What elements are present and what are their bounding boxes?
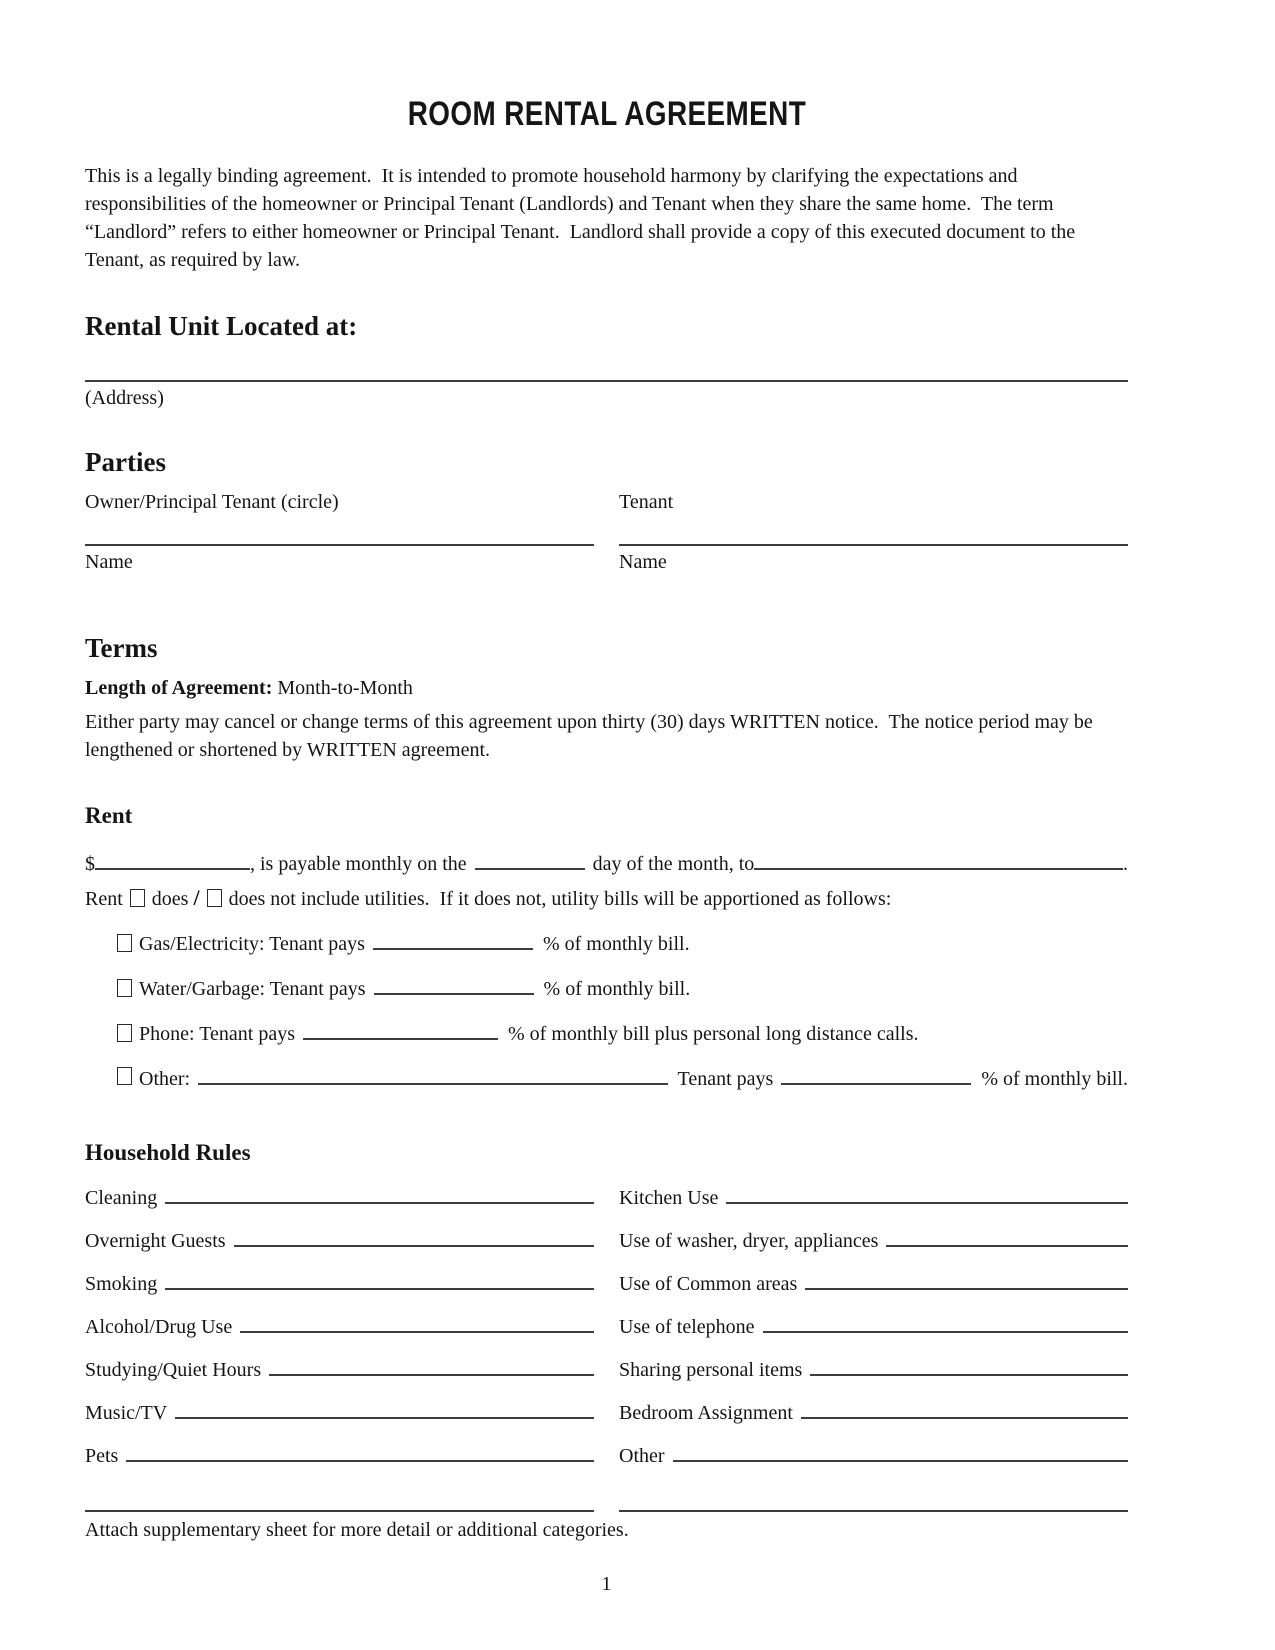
utility-row-water-garbage (85, 975, 1128, 1003)
music-tv-blank[interactable] (175, 1405, 594, 1419)
does-checkbox[interactable] (130, 889, 145, 907)
telephone-label: Use of telephone (619, 1316, 755, 1338)
does-not-checkbox[interactable] (207, 889, 222, 907)
does-not-label: does not include utilities. If it does not, utility bills will be apportioned as follows: (228, 888, 892, 910)
music-tv-label: Music/TV (85, 1402, 168, 1424)
tenant-name-label: Name (619, 551, 667, 573)
section-heading-terms: Terms (85, 633, 158, 663)
page-title: ROOM RENTAL AGREEMENT (407, 95, 806, 133)
water-garbage-checkbox[interactable] (117, 979, 132, 997)
rent-payable-line (85, 850, 1128, 878)
kitchen-use-label: Kitchen Use (619, 1187, 719, 1209)
pets-label: Pets (85, 1445, 119, 1467)
phone-suffix: % of monthly bill plus personal long distance calls. (508, 1023, 919, 1045)
address-blank-line[interactable] (85, 380, 1128, 382)
sharing-personal-items-blank[interactable] (810, 1362, 1128, 1376)
other-description-blank[interactable] (198, 1071, 667, 1085)
alcohol-drug-use-blank[interactable] (240, 1319, 594, 1333)
other-percent-blank[interactable] (781, 1071, 971, 1085)
length-of-agreement-value: Month-to-Month (277, 677, 413, 699)
rent-utilities-line (85, 884, 1128, 913)
rule-row-washer-dryer-appliances (619, 1227, 1128, 1255)
section-heading-parties: Parties (85, 447, 166, 477)
overnight-guests-blank[interactable] (234, 1233, 594, 1247)
does-label: does (151, 888, 189, 910)
other-rule-label: Other (619, 1445, 665, 1467)
washer-dryer-appliances-label: Use of washer, dryer, appliances (619, 1230, 879, 1252)
notice-paragraph: Either party may cancel or change terms of this agreement upon thirty (30) days WRITTEN notice. The notice period may be lengthened or shortened by WRITTEN agreement. (85, 711, 1098, 761)
rule-row-music-tv (85, 1399, 594, 1427)
gas-electricity-suffix: % of monthly bill. (542, 933, 690, 955)
utility-row-phone (85, 1020, 1128, 1048)
slash-separator: / (193, 885, 200, 910)
common-areas-label: Use of Common areas (619, 1273, 798, 1295)
rule-row-alcohol-drug-use (85, 1313, 594, 1341)
gas-electricity-percent-blank[interactable] (373, 936, 533, 950)
other-tenant-pays-text: Tenant pays (677, 1068, 774, 1090)
water-garbage-suffix: % of monthly bill. (543, 978, 691, 1000)
rent-amount-blank[interactable] (95, 856, 250, 870)
rule-row-cleaning (85, 1184, 594, 1212)
intro-paragraph: This is a legally binding agreement. It is intended to promote household harmony by clarifying the expectations and responsibilities of the homeowner or Principal Tenant (Landlords) and Tenant when they share the same home. The term “Landlord” refers to either homeowner or Principal Tenant. Landlord shall provide a copy of this executed document to the Tenant, as required by law. (85, 165, 1080, 271)
phone-label: Phone: Tenant pays (139, 1023, 295, 1045)
common-areas-blank[interactable] (805, 1276, 1128, 1290)
cleaning-label: Cleaning (85, 1187, 158, 1209)
payable-text: , is payable monthly on the (250, 853, 467, 875)
sharing-personal-items-label: Sharing personal items (619, 1359, 803, 1381)
period-text: . (1123, 853, 1128, 875)
tenant-name-blank-line[interactable] (619, 544, 1128, 546)
dollar-sign: $ (85, 853, 95, 875)
section-heading-rent: Rent (85, 803, 133, 828)
day-of-month-text: day of the month, to (592, 853, 755, 875)
studying-quiet-hours-label: Studying/Quiet Hours (85, 1359, 262, 1381)
studying-quiet-hours-blank[interactable] (269, 1362, 594, 1376)
phone-checkbox[interactable] (117, 1024, 132, 1042)
rent-prefix-text: Rent (85, 888, 123, 910)
other-suffix: % of monthly bill. (981, 1068, 1128, 1090)
phone-percent-blank[interactable] (303, 1026, 498, 1040)
section-heading-rental-unit: Rental Unit Located at: (85, 311, 358, 341)
gas-electricity-checkbox[interactable] (117, 934, 132, 952)
cleaning-blank[interactable] (165, 1190, 594, 1204)
smoking-blank[interactable] (165, 1276, 594, 1290)
rule-row-common-areas (619, 1270, 1128, 1298)
pets-blank[interactable] (126, 1448, 594, 1462)
utility-row-other (85, 1065, 1128, 1093)
washer-dryer-appliances-blank[interactable] (886, 1233, 1128, 1247)
smoking-label: Smoking (85, 1273, 158, 1295)
other-checkbox[interactable] (117, 1067, 132, 1085)
gas-electricity-label: Gas/Electricity: Tenant pays (139, 933, 365, 955)
page-number: 1 (601, 1573, 612, 1595)
tenant-label: Tenant (619, 491, 674, 513)
attach-note: Attach supplementary sheet for more detail or additional categories. (85, 1519, 629, 1541)
extra-right-blank-line[interactable] (619, 1510, 1128, 1512)
bedroom-assignment-label: Bedroom Assignment (619, 1402, 793, 1424)
owner-principal-tenant-label: Owner/Principal Tenant (circle) (85, 491, 339, 513)
alcohol-drug-use-label: Alcohol/Drug Use (85, 1316, 233, 1338)
kitchen-use-blank[interactable] (726, 1190, 1128, 1204)
length-of-agreement-line (85, 674, 1128, 702)
rule-row-sharing-personal-items (619, 1356, 1128, 1384)
rule-row-overnight-guests (85, 1227, 594, 1255)
rent-payee-blank[interactable] (754, 856, 1123, 870)
other-rule-blank[interactable] (673, 1448, 1128, 1462)
other-label: Other: (139, 1068, 191, 1090)
extra-left-blank-line[interactable] (85, 1510, 594, 1512)
rule-row-bedroom-assignment (619, 1399, 1128, 1427)
telephone-blank[interactable] (763, 1319, 1128, 1333)
household-rules-right-column (619, 1169, 1128, 1470)
rule-row-other (619, 1442, 1128, 1470)
length-of-agreement-label: Length of Agreement: (85, 677, 273, 699)
rule-row-kitchen-use (619, 1184, 1128, 1212)
rule-row-pets (85, 1442, 594, 1470)
bedroom-assignment-blank[interactable] (801, 1405, 1128, 1419)
utility-row-gas-electricity (85, 930, 1128, 958)
owner-name-blank-line[interactable] (85, 544, 594, 546)
overnight-guests-label: Overnight Guests (85, 1230, 226, 1252)
rule-row-telephone (619, 1313, 1128, 1341)
rent-day-blank[interactable] (475, 856, 585, 870)
water-garbage-label: Water/Garbage: Tenant pays (139, 978, 366, 1000)
rule-row-studying-quiet-hours (85, 1356, 594, 1384)
rule-row-smoking (85, 1270, 594, 1298)
owner-name-label: Name (85, 551, 133, 573)
water-garbage-percent-blank[interactable] (374, 981, 534, 995)
household-rules-left-column (85, 1169, 594, 1470)
address-label: (Address) (85, 387, 164, 409)
section-heading-household-rules: Household Rules (85, 1140, 251, 1165)
